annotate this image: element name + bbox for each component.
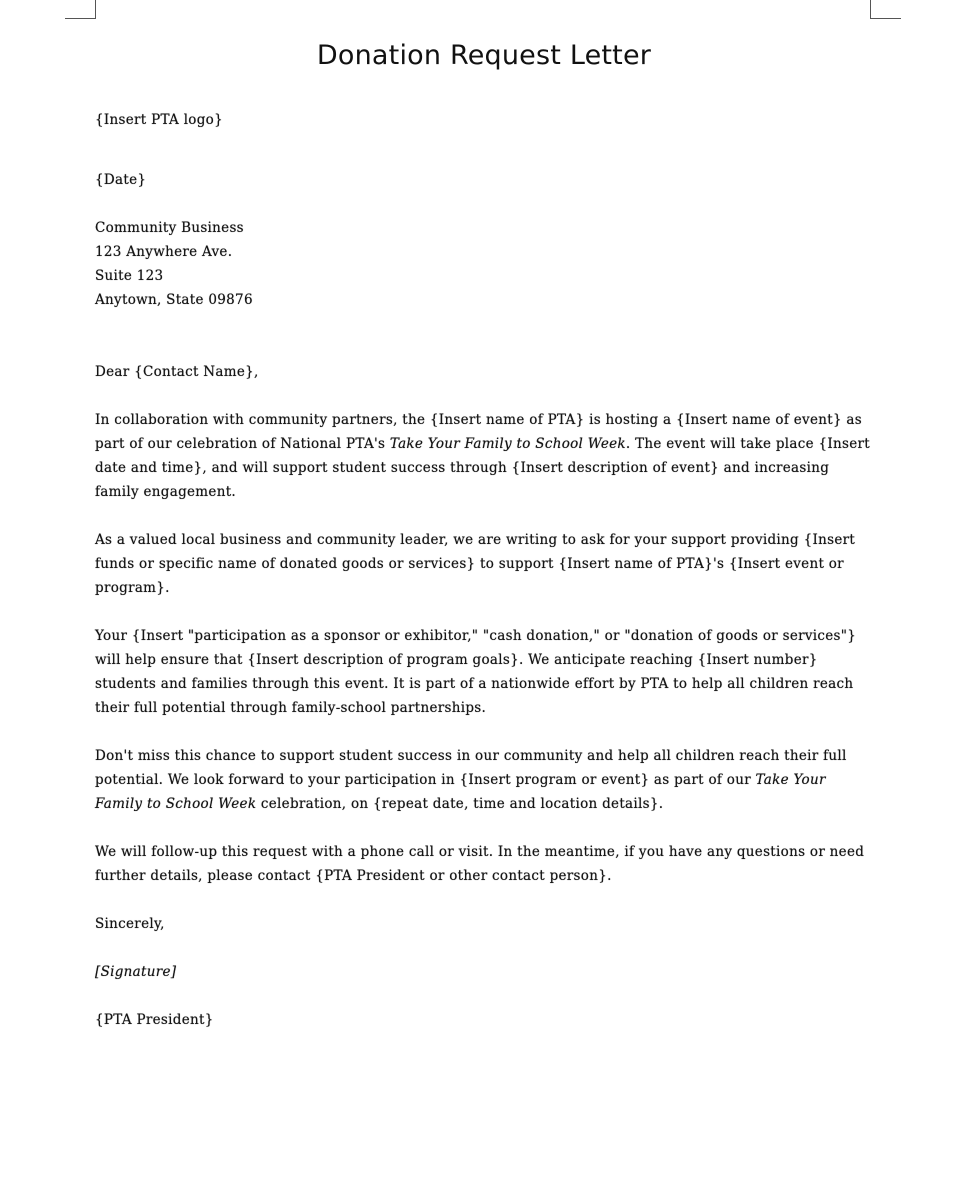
emphasis-event-name: Take Your Family to School Week — [95, 772, 826, 812]
recipient-street: 123 Anywhere Ave. — [95, 244, 233, 260]
crop-mark-top-left — [65, 0, 96, 19]
paragraph-1: In collaboration with community partners, the {Insert name of PTA} is hosting a {Insert name of event} as part of our celebration of National PTA's Take Your Family to School Week. The event will take place {Insert date and time}, and will support student success through {Insert description of event} and increasing family engagement. — [95, 412, 870, 500]
document-title: Donation Request Letter — [316, 40, 652, 71]
signer-placeholder: {PTA President} — [95, 1012, 214, 1028]
paragraph-3: Your {Insert "participation as a sponsor or exhibitor," "cash donation," or "donation of goods or services"} will help ensure that {Insert description of program goals}. We anticipate reaching {Insert number} students and families through this event. It is part of a nationwide effort by PTA to help all children reach their full potential through family-school partnerships. — [95, 628, 857, 716]
crop-mark-top-right — [870, 0, 901, 19]
paragraph-4: Don't miss this chance to support student success in our community and help all children reach their full potential. We look forward to your participation in {Insert program or event} as part of our Take Your Family to School Week celebration, on {repeat date, time and location details}. — [95, 748, 847, 812]
recipient-city-state-zip: Anytown, State 09876 — [95, 292, 253, 308]
signature-placeholder: [Signature] — [95, 964, 177, 980]
paragraph-5: We will follow-up this request with a phone call or visit. In the meantime, if you have any questions or need further details, please contact {PTA President or other contact person}. — [95, 844, 865, 884]
date-placeholder: {Date} — [95, 172, 147, 188]
recipient-address — [95, 216, 875, 312]
emphasis-event-name: Take Your Family to School Week — [389, 436, 626, 452]
recipient-name: Community Business — [95, 220, 244, 236]
paragraph-2: As a valued local business and community leader, we are writing to ask for your support providing {Insert funds or specific name of donated goods or services} to support {Insert name of PTA}'s {Insert event or program}. — [95, 532, 856, 596]
letter-body — [95, 108, 875, 1032]
recipient-suite: Suite 123 — [95, 268, 164, 284]
salutation: Dear {Contact Name}, — [95, 364, 259, 380]
logo-placeholder: {Insert PTA logo} — [95, 112, 223, 128]
closing: Sincerely, — [95, 916, 165, 932]
